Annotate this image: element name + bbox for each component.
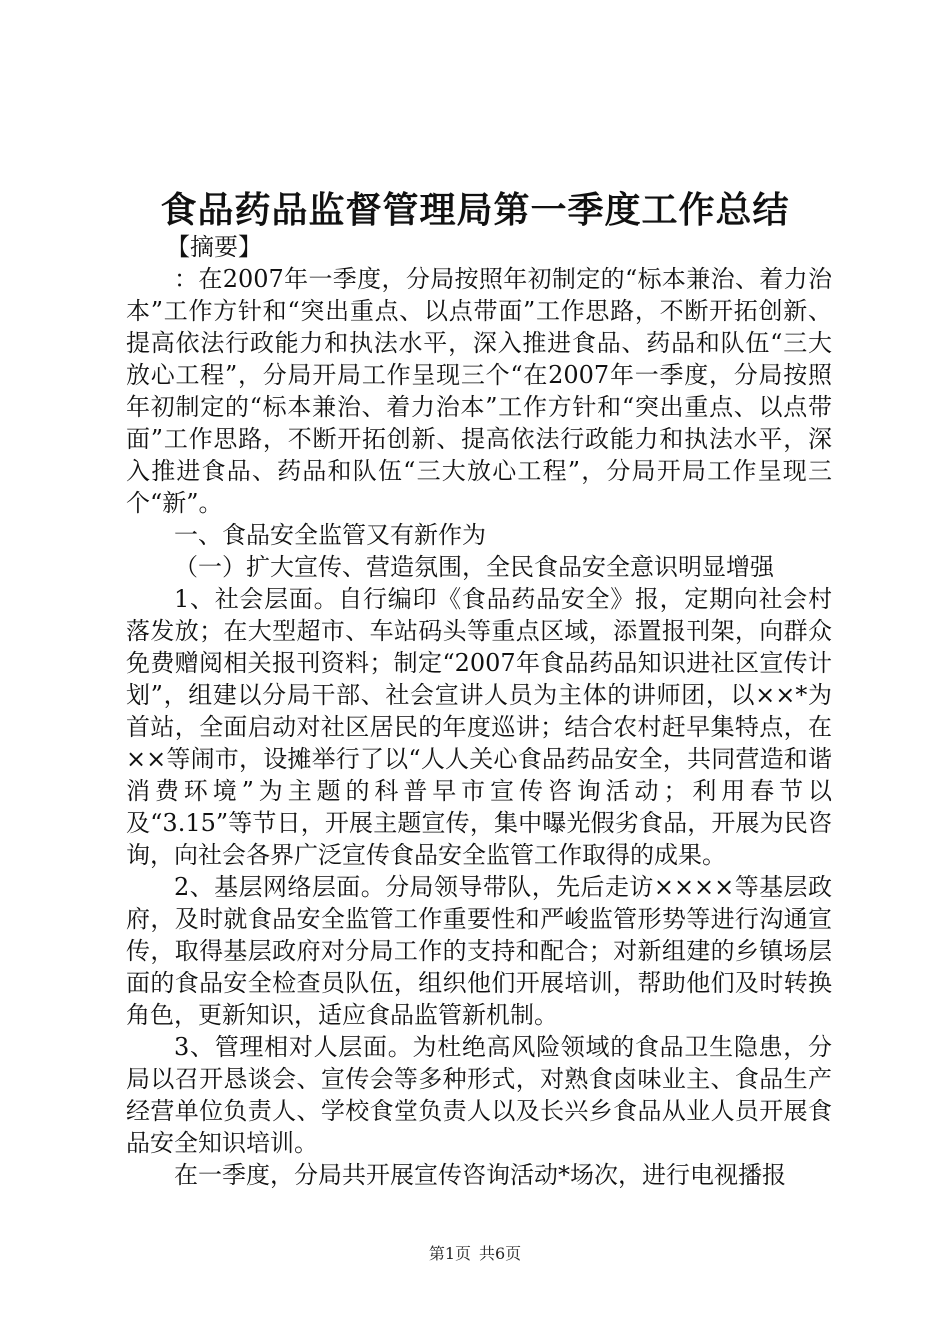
body-paragraph-quarter-summary: 在一季度，分局共开展宣传咨询活动*场次，进行电视播报 (174, 1161, 786, 1189)
section-heading-food-safety: 一、食品安全监管又有新作为 (174, 521, 486, 549)
body-paragraph-management-counterpart: 3、管理相对人层面。为杜绝高风险领域的食品卫生隐患，分局以召开恳谈会、宣传会等多种形式，对熟食卤味业主、食品生产经营单位负责人、学校食堂负责人以及长兴乡食品从业人员开展食品安全知识培训。 (126, 1033, 832, 1157)
body-paragraph-social-level: 1、社会层面。自行编印《食品药品安全》报，定期向社会村落发放；在大型超市、车站码头等重点区域，添置报刊架，向群众免费赠阅相关报刊资料；制定“2007年食品药品知识进社区宣传计划”，组建以分局干部、社会宣讲人员为主体的讲师团，以××*为首站，全面启动对社区居民的年度巡讲；结合农村赶早集特点，在××等闹市，设摊举行了以“人人关心食品药品安全，共同营造和谐消费环境”为主题的科普早市宣传咨询活动；利用春节以及“3.15”等节日，开展主题宣传，集中曝光假劣食品，开展为民咨询，向社会各界广泛宣传食品安全监管工作取得的成果。 (126, 585, 832, 869)
page-total: 共6页 (479, 1244, 522, 1263)
body-paragraph-grassroots-network: 2、基层网络层面。分局领导带队，先后走访××××等基层政府，及时就食品安全监管工作重要性和严峻监管形势等进行沟通宣传，取得基层政府对分局工作的支持和配合；对新组建的乡镇场层面的食品安全检查员队伍，组织他们开展培训，帮助他们及时转换角色，更新知识，适应食品监管新机制。 (126, 873, 832, 1029)
page-footer (0, 1244, 950, 1264)
abstract-label: 【摘要】 (166, 233, 262, 261)
page-number: 第1页 (428, 1244, 471, 1263)
document-title: 食品药品监督管理局第一季度工作总结 (160, 189, 790, 231)
subsection-heading-publicity: （一）扩大宣传、营造氛围，全民食品安全意识明显增强 (174, 553, 774, 581)
abstract-paragraph: ：在2007年一季度，分局按照年初制定的“标本兼治、着力治本”工作方针和“突出重点、以点带面”工作思路，不断开拓创新、提高依法行政能力和执法水平，深入推进食品、药品和队伍“三大放心工程”，分局开局工作呈现三个“在2007年一季度，分局按照年初制定的“标本兼治、着力治本”工作方针和“突出重点、以点带面”工作思路，不断开拓创新、提高依法行政能力和执法水平，深入推进食品、药品和队伍“三大放心工程”，分局开局工作呈现三个“新”。 (126, 265, 832, 517)
document-body (126, 231, 832, 1191)
